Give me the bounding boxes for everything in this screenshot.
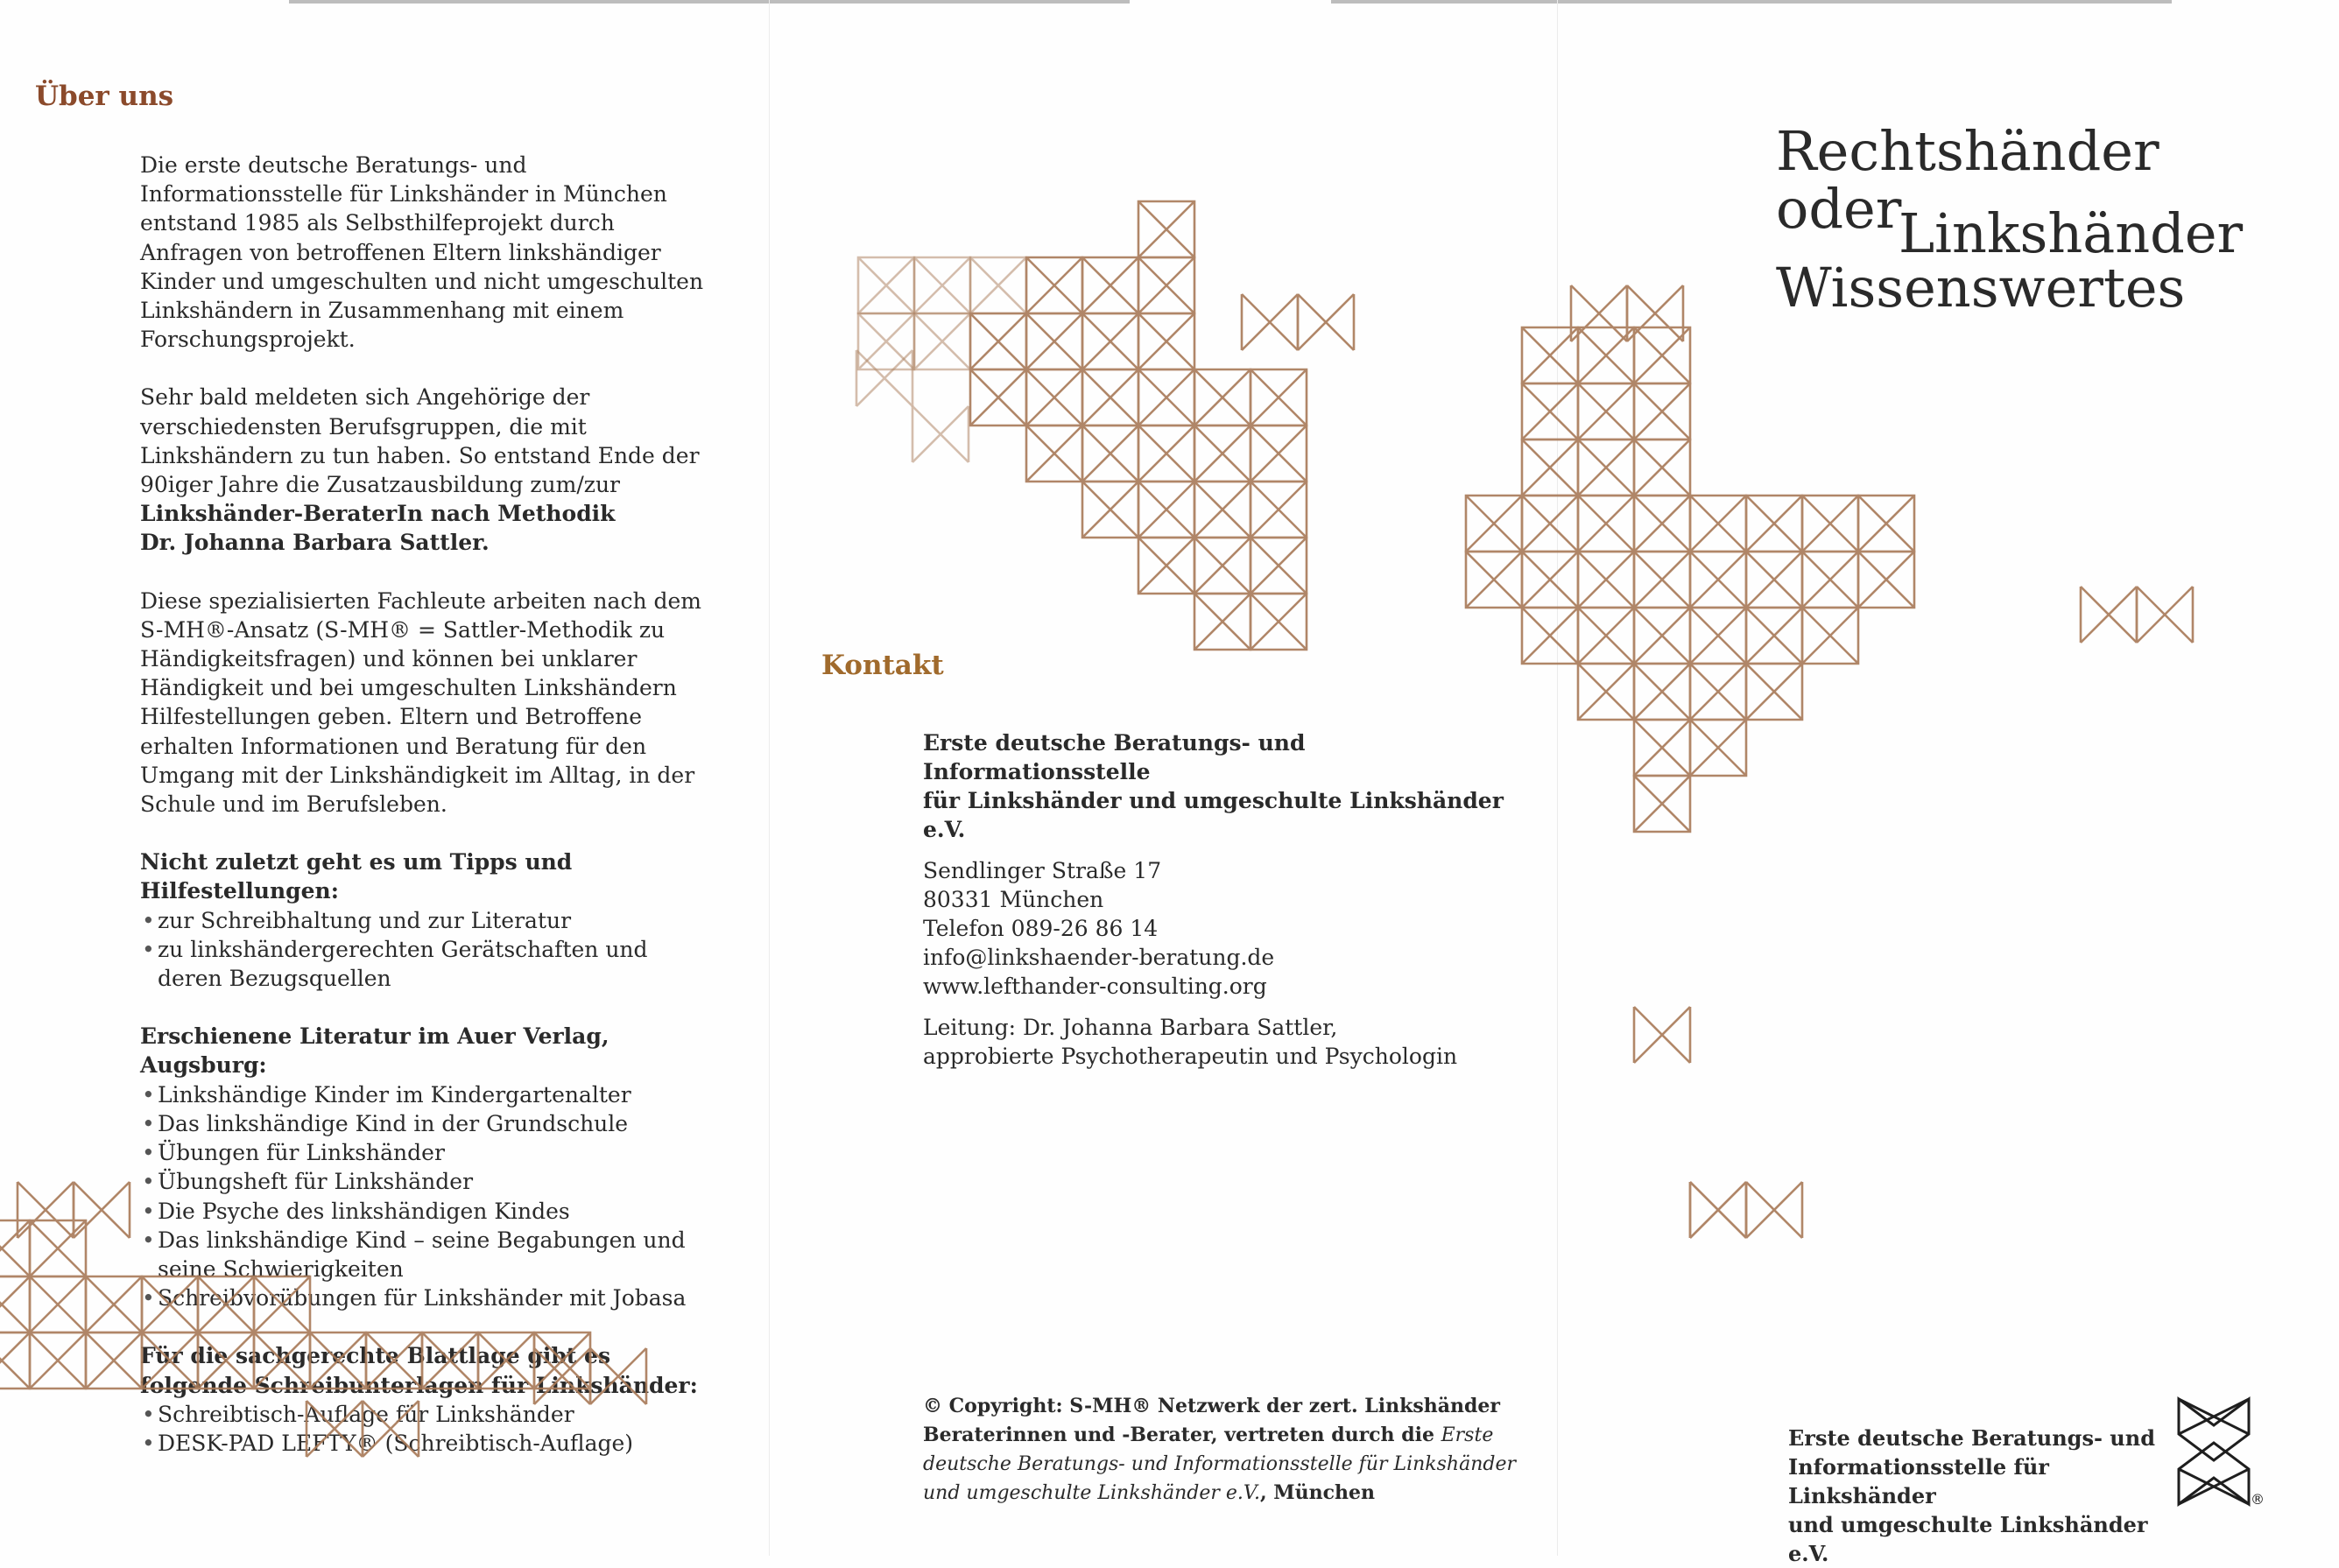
lattice-cell bbox=[1634, 608, 1690, 664]
lattice-cell bbox=[1138, 482, 1194, 538]
contact-org-line-1: Erste deutsche Beratungs- und Informationsstelle bbox=[923, 730, 1306, 784]
lattice-cell bbox=[1251, 538, 1307, 594]
copyright-line-4b: , München bbox=[1259, 1481, 1375, 1504]
lattice-cell bbox=[914, 313, 970, 369]
lattice-cell bbox=[1026, 257, 1082, 313]
lattice-cell bbox=[1138, 257, 1194, 313]
contact-block bbox=[923, 728, 1536, 1071]
cover-title-oder: oder bbox=[1776, 177, 1902, 241]
logo-registered-mark: ® bbox=[2251, 1491, 2265, 1508]
about-paragraph-1: Die erste deutsche Beratungs- und Informationsstelle für Linkshänder in München entstand 1985 als Selbsthilfeprojekt durch Anfragen von betroffenen Eltern linkshändiger Kinder und umgeschulten und nicht umgeschulten Linkshändern in Zusammenhang mit einem Forschungsprojekt. bbox=[140, 152, 704, 353]
lattice-cell bbox=[1746, 664, 1802, 720]
lattice-bowtie bbox=[590, 1348, 646, 1404]
cover-org-block bbox=[1788, 1424, 2191, 1568]
cover-org-line-1: Erste deutsche Beratungs- und bbox=[1788, 1425, 2155, 1451]
copyright-line-2a: Beraterinnen und -Berater, vertreten durch die bbox=[923, 1424, 1441, 1446]
copyright-line-1: © Copyright: S-MH® Netzwerk der zert. Linkshänder bbox=[923, 1395, 1500, 1417]
lattice-bowtie bbox=[1634, 1007, 1690, 1063]
contact-lead-1: Leitung: Dr. Johanna Barbara Sattler, bbox=[923, 1015, 1338, 1040]
lattice-cell bbox=[1690, 552, 1746, 608]
lattice-cell bbox=[1138, 425, 1194, 482]
lattice-cell bbox=[1194, 538, 1251, 594]
lattice-cell bbox=[1082, 369, 1138, 425]
lattice-cell bbox=[1194, 482, 1251, 538]
lattice-bowtie bbox=[1627, 285, 1683, 341]
lattice-bowtie bbox=[1571, 285, 1627, 341]
lattice-cell bbox=[1802, 496, 1858, 552]
lattice-cell bbox=[1138, 369, 1194, 425]
literature-heading: Erschienene Literatur im Auer Verlag, Augsburg: bbox=[140, 1023, 609, 1079]
lattice-cell bbox=[142, 1276, 198, 1332]
list-item: • zur Schreibhaltung und zur Literatur bbox=[140, 906, 718, 935]
lattice-cell bbox=[254, 1332, 310, 1389]
lattice-cell bbox=[1690, 664, 1746, 720]
about-paragraph-3: Diese spezialisierten Fachleute arbeiten nach dem S-MH®-Ansatz (S-MH® = Sattler-Methodik zu Händigkeitsfragen) und können bei unklarer Händigkeit und bei umgeschulten Linkshändern Hilfestellungen geben. Eltern und Betroffene erhalten Informationen und Beratung für den Umgang mit der Linkshändigkeit im Alltag, in der Schule und im Berufsleben. bbox=[140, 587, 701, 818]
list-item: • Übungsheft für Linkshänder bbox=[140, 1167, 718, 1196]
lattice-cell bbox=[310, 1332, 366, 1389]
contact-org-line-2: für Linkshänder und umgeschulte Linkshänder e.V. bbox=[923, 788, 1504, 842]
lattice-cell bbox=[1138, 538, 1194, 594]
lattice-cell bbox=[1634, 383, 1690, 439]
lattice-cell bbox=[1634, 327, 1690, 383]
contact-panel bbox=[769, 0, 1557, 1556]
lattice-bowtie bbox=[1690, 1182, 1746, 1238]
list-item: • Schreibtisch-Auflage für Linkshänder bbox=[140, 1400, 718, 1429]
copyright-line-3: deutsche Beratungs- und Informationsstelle für Linkshänder bbox=[923, 1453, 1517, 1475]
lattice-cell bbox=[970, 257, 1026, 313]
lattice-cell bbox=[1026, 369, 1082, 425]
lattice-cell bbox=[1082, 425, 1138, 482]
lattice-cell bbox=[0, 1276, 30, 1332]
lattice-cell bbox=[1138, 313, 1194, 369]
lattice-bowtie bbox=[18, 1182, 74, 1238]
cover-panel bbox=[1557, 0, 2339, 1566]
lattice-cell bbox=[1082, 257, 1138, 313]
list-item: • Schreibvorübungen für Linkshänder mit Jobasa bbox=[140, 1283, 718, 1312]
lattice-cell bbox=[366, 1332, 422, 1389]
contact-email: info@linkshaender-beratung.de bbox=[923, 945, 1275, 970]
about-heading: Über uns bbox=[35, 81, 174, 112]
about-training-title-1: Linkshänder-BeraterIn nach Methodik bbox=[140, 501, 616, 527]
lattice-cell bbox=[1690, 720, 1746, 776]
list-item: • Das linkshändige Kind in der Grundschule bbox=[140, 1109, 718, 1138]
lattice-cell bbox=[1251, 482, 1307, 538]
lattice-cell bbox=[1194, 369, 1251, 425]
lattice-bowtie bbox=[1298, 294, 1354, 350]
lattice-cell bbox=[1578, 383, 1634, 439]
list-item: • Übungen für Linkshänder bbox=[140, 1138, 718, 1167]
lattice-cell bbox=[1746, 552, 1802, 608]
lattice-cell bbox=[1578, 496, 1634, 552]
lattice-bowtie bbox=[2137, 587, 2193, 643]
logo-mark-icon bbox=[2170, 1390, 2275, 1530]
contact-heading: Kontakt bbox=[821, 650, 944, 681]
lattice-cell bbox=[1634, 776, 1690, 832]
list-item: • Das linkshändige Kind – seine Begabungen und seine Schwierigkeiten bbox=[140, 1226, 718, 1283]
lattice-cell bbox=[1251, 425, 1307, 482]
lattice-cell bbox=[1578, 552, 1634, 608]
list-item: • Die Psyche des linkshändigen Kindes bbox=[140, 1197, 718, 1226]
lattice-cell bbox=[1251, 594, 1307, 650]
lattice-cell bbox=[1634, 664, 1690, 720]
lattice-cell bbox=[198, 1276, 254, 1332]
about-panel bbox=[0, 0, 769, 1556]
lattice-bowtie bbox=[306, 1401, 363, 1457]
lattice-cell bbox=[30, 1276, 86, 1332]
cover-org-line-2: Informationsstelle für Linkshänder bbox=[1788, 1454, 2049, 1508]
lattice-cell bbox=[1194, 594, 1251, 650]
contact-street: Sendlinger Straße 17 bbox=[923, 858, 1162, 883]
lattice-cell bbox=[858, 257, 914, 313]
lattice-cell bbox=[1690, 608, 1746, 664]
lattice-bowtie bbox=[856, 350, 912, 406]
lattice-cell bbox=[534, 1332, 590, 1389]
lattice-cell bbox=[1690, 496, 1746, 552]
copyright-line-4a: und umgeschulte Linkshänder e.V. bbox=[923, 1482, 1260, 1504]
list-item: • DESK-PAD LEFTY® (Schreibtisch-Auflage) bbox=[140, 1429, 718, 1458]
lattice-cell bbox=[86, 1332, 142, 1389]
lattice-cell bbox=[1634, 496, 1690, 552]
lattice-cell bbox=[422, 1332, 478, 1389]
lattice-cell bbox=[1026, 425, 1082, 482]
contact-phone: Telefon 089-26 86 14 bbox=[923, 916, 1159, 941]
lattice-cell bbox=[1634, 552, 1690, 608]
copyright-line-2b: Erste bbox=[1441, 1424, 1494, 1446]
lattice-bowtie bbox=[1242, 294, 1298, 350]
lattice-cell bbox=[30, 1332, 86, 1389]
lattice-cell bbox=[914, 257, 970, 313]
copyright-block bbox=[923, 1392, 1536, 1508]
lattice-cell bbox=[1634, 439, 1690, 496]
lattice-cell bbox=[1802, 552, 1858, 608]
lattice-cell bbox=[1578, 608, 1634, 664]
lattice-cell bbox=[1746, 608, 1802, 664]
lattice-cell bbox=[1634, 720, 1690, 776]
tips-heading: Nicht zuletzt geht es um Tipps und Hilfestellungen: bbox=[140, 849, 573, 904]
lattice-cell bbox=[1858, 496, 1914, 552]
lattice-cell bbox=[1578, 439, 1634, 496]
desk-heading: Für die sachgerechte Blattlage gibt es folgende Schreibunterlagen für Linkshänder: bbox=[140, 1343, 698, 1398]
lattice-cell bbox=[1194, 425, 1251, 482]
cover-title-line-1: Rechtshänder bbox=[1776, 119, 2159, 183]
lattice-bowtie bbox=[363, 1401, 419, 1457]
lattice-cell bbox=[198, 1332, 254, 1389]
lattice-pattern-left bbox=[0, 0, 769, 1556]
list-item: • Linkshändige Kinder im Kindergartenalter bbox=[140, 1080, 718, 1109]
lattice-cell bbox=[1251, 369, 1307, 425]
about-paragraph-2: Sehr bald meldeten sich Angehörige der verschiedensten Berufsgruppen, die mit Linkshändern zu tun haben. So entstand Ende der 90iger Jahre die Zusatzausbildung zum/zur bbox=[140, 384, 700, 498]
lattice-cell bbox=[1082, 482, 1138, 538]
lattice-cell bbox=[1858, 552, 1914, 608]
cover-title-line-3: Wissenswertes bbox=[1776, 256, 2186, 320]
lattice-cell bbox=[970, 369, 1026, 425]
lattice-bowtie bbox=[1746, 1182, 1802, 1238]
lattice-cell bbox=[478, 1332, 534, 1389]
cover-title-line-2: Linkshänder bbox=[1899, 201, 2244, 265]
contact-lead-2: approbierte Psychotherapeutin und Psychologin bbox=[923, 1044, 1458, 1069]
lattice-bowtie bbox=[534, 1348, 590, 1404]
lattice-cell bbox=[86, 1276, 142, 1332]
lattice-cell bbox=[30, 1220, 86, 1276]
lattice-bowtie bbox=[74, 1182, 130, 1238]
lattice-cell bbox=[1026, 313, 1082, 369]
list-item: • zu linkshändergerechten Gerätschaften und deren Bezugsquellen bbox=[140, 935, 718, 993]
lattice-cell bbox=[0, 1332, 30, 1389]
lattice-bowtie bbox=[912, 406, 969, 462]
lattice-cell bbox=[1578, 664, 1634, 720]
lattice-cell bbox=[1802, 608, 1858, 664]
lattice-bowtie bbox=[2081, 587, 2137, 643]
lattice-cell bbox=[1138, 201, 1194, 257]
lattice-cell bbox=[970, 313, 1026, 369]
cover-org-line-3: und umgeschulte Linkshänder e.V. bbox=[1788, 1512, 2148, 1566]
lattice-cell bbox=[1578, 327, 1634, 383]
lattice-cell bbox=[254, 1276, 310, 1332]
lattice-cell bbox=[142, 1332, 198, 1389]
about-training-title-2: Dr. Johanna Barbara Sattler. bbox=[140, 530, 490, 556]
lattice-cell bbox=[1746, 496, 1802, 552]
lattice-cell bbox=[1082, 313, 1138, 369]
contact-website: www.lefthander-consulting.org bbox=[923, 974, 1267, 999]
contact-city: 80331 München bbox=[923, 887, 1104, 912]
